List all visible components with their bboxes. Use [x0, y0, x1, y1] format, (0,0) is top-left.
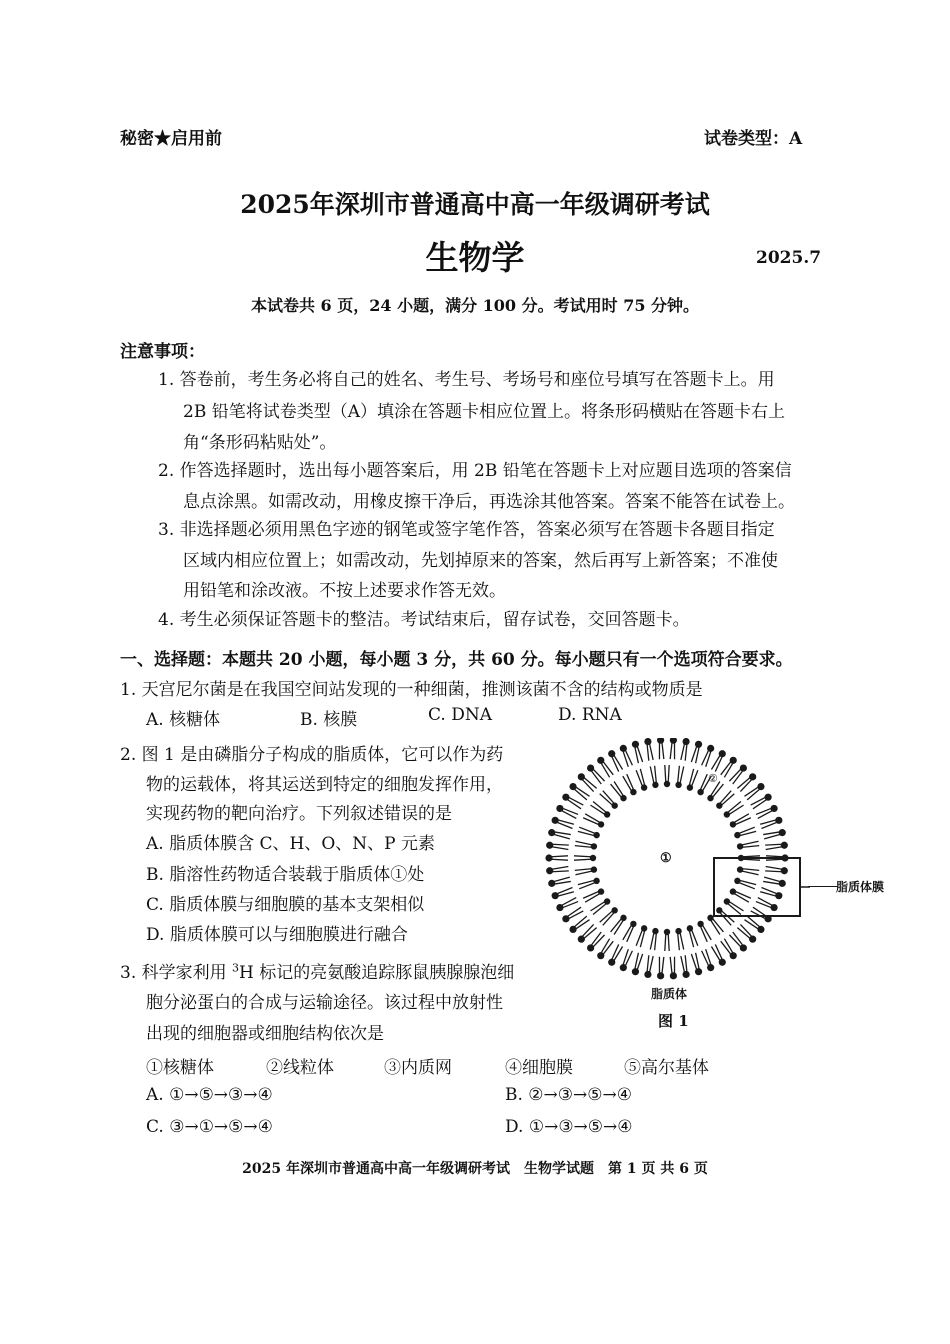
note-line: 2B 铅笔将试卷类型（A）填涂在答题卡相应位置上。将条形码横贴在答题卡右上 [183, 402, 785, 422]
question-2-stem: 实现药物的靶向治疗。下列叙述错误的是 [146, 804, 452, 824]
question-1-option-b: B. 核膜 [300, 710, 358, 730]
lipid-head [682, 738, 689, 745]
lipid-head [670, 972, 677, 979]
lipid-tail [762, 888, 780, 895]
membrane-highlight-box [714, 858, 800, 916]
lipid-tail [550, 846, 569, 849]
lipid-tail [665, 765, 666, 784]
note-line: 区域内相应位置上；如需改动，先划掉原来的答案，然后再写上新答案；不准使 [183, 551, 778, 571]
lipid-head [657, 972, 664, 979]
lipid-tail [681, 741, 685, 760]
lipid-head [670, 738, 677, 744]
question-3-stem: 胞分泌蛋白的合成与运输途径。该过程中放射性 [146, 993, 503, 1013]
liposome-label: 脂质体 [651, 987, 688, 1001]
question-2-option-c: C. 脂质体膜与细胞膜的基本支架相似 [146, 895, 425, 915]
confidential-mark: 秘密★启用前 [120, 129, 222, 149]
lipid-tail [555, 888, 573, 895]
page-footer: 2025 年深圳市普通高中高一年级调研考试 生物学试题 第 1 页 共 6 页 [242, 1161, 708, 1177]
lipid-head [781, 842, 788, 849]
question-3-item: ③内质网 [384, 1058, 452, 1078]
question-2-option-b: B. 脂溶性药物适合装载于脂质体①处 [146, 865, 425, 885]
note-line: 1. 答卷前，考生务必将自己的姓名、考生号、考场号和座位号填写在答题卡上。用 [158, 370, 775, 390]
question-3-stem: 3. 科学家利用 $^3$H 标记的亮氨酸追踪豚鼠胰腺腺泡细 [120, 961, 515, 983]
lipid-head [644, 971, 651, 978]
lipid-head [546, 867, 553, 874]
lipid-head [546, 842, 553, 849]
section-heading: 一、选择题：本题共 20 小题，每小题 3 分，共 60 分。每小题只有一个选项符合要求。 [120, 650, 793, 670]
question-1-stem: 1. 天宫尼尔菌是在我国空间站发现的一种细菌，推测该菌不含的结构或物质是 [120, 680, 703, 700]
membrane-pointer [808, 886, 838, 887]
note-line: 2. 作答选择题时，选出每小题答案后，用 2B 铅笔在答题卡上对应题目选项的答案信 [158, 461, 792, 481]
question-1-option-a: A. 核糖体 [146, 710, 221, 730]
note-line: 3. 非选择题必须用黑色字迹的钢笔或签字笔作答，答案必须写在答题卡各题目指定 [158, 520, 775, 540]
question-3-option-b: B. ②→③→⑤→④ [505, 1085, 632, 1105]
lipid-tail [668, 932, 669, 951]
lipid-tail [574, 856, 593, 857]
region-2-label: ② [708, 772, 718, 785]
lipid-head [781, 867, 788, 874]
lipid-tail [681, 956, 685, 975]
question-3-option-c: C. ③→①→⑤→④ [146, 1117, 273, 1137]
lipid-tail [668, 765, 669, 784]
lipid-tail [680, 931, 684, 950]
lipid-tail [741, 859, 760, 860]
question-3-item: ④细胞膜 [505, 1058, 573, 1078]
lipid-tail [574, 859, 593, 860]
question-1-option-d: D. RNA [558, 705, 622, 725]
lipid-tail [650, 766, 654, 785]
note-line: 息点涂黑。如需改动，用橡皮擦干净后，再选涂其他答案。答案不能答在试卷上。 [183, 492, 795, 512]
lipid-tail [766, 867, 785, 870]
paper-type: 试卷类型：A [704, 129, 803, 149]
lipid-head [644, 738, 651, 745]
figure-caption: 图 1 [658, 1012, 689, 1030]
lipid-tail [575, 871, 594, 875]
question-3-item: ⑤高尔基体 [624, 1058, 709, 1078]
lipid-head [664, 929, 670, 935]
lipid-tail [550, 867, 569, 870]
notes-heading: 注意事项： [120, 342, 205, 362]
lipid-tail [680, 766, 684, 785]
question-3-item: ①核糖体 [146, 1058, 214, 1078]
lipid-tail [740, 841, 759, 845]
lipid-tail [575, 841, 594, 845]
lipid-head [664, 781, 670, 787]
question-2-stem: 物的运载体，将其运送到特定的细胞发挥作用， [146, 775, 503, 795]
subject-title: 生物学 [425, 238, 525, 277]
question-3-option-d: D. ①→③→⑤→④ [505, 1117, 633, 1137]
note-line: 用铅笔和涂改液。不按上述要求作答无效。 [183, 581, 506, 601]
lipid-tail [740, 871, 759, 875]
lipid-tail [649, 956, 653, 975]
lipid-tail [762, 821, 780, 828]
question-2-option-d: D. 脂质体膜可以与细胞膜进行融合 [146, 925, 408, 945]
note-line: 4. 考生必须保证答题卡的整洁。考试结束后，留存试卷，交回答题卡。 [158, 610, 690, 630]
lipid-head [590, 855, 596, 861]
lipid-head [657, 738, 664, 744]
exam-date: 2025.7 [756, 248, 822, 268]
lipid-head [682, 971, 689, 978]
liposome-figure [540, 738, 810, 998]
region-1-label: ① [660, 851, 672, 866]
question-3-item: ②线粒体 [266, 1058, 334, 1078]
lipid-tail [665, 932, 666, 951]
question-2-option-a: A. 脂质体膜含 C、H、O、N、P 元素 [146, 834, 435, 854]
exam-info: 本试卷共 6 页，24 小题，满分 100 分。考试用时 75 分钟。 [250, 296, 700, 315]
exam-title: 2025年深圳市普通高中高一年级调研考试 [240, 190, 710, 219]
lipid-tail [766, 846, 785, 849]
question-3-option-a: A. ①→⑤→③→④ [146, 1085, 273, 1105]
lipid-head [545, 854, 552, 861]
note-line: 角“条形码粘贴处”。 [183, 433, 337, 453]
question-2-stem: 2. 图 1 是由磷脂分子构成的脂质体，它可以作为药 [120, 745, 504, 765]
question-3-stem: 出现的细胞器或细胞结构依次是 [146, 1024, 384, 1044]
lipid-tail [555, 821, 573, 828]
lipid-tail [650, 931, 654, 950]
question-1-option-c: C. DNA [428, 705, 492, 725]
membrane-label: 脂质体膜 [836, 880, 885, 894]
lipid-tail [649, 741, 653, 760]
lipid-tail [741, 856, 760, 857]
